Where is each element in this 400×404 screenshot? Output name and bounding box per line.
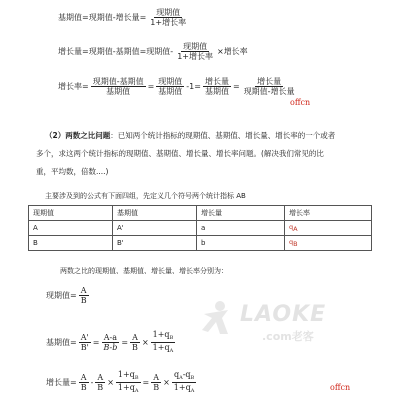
fraction: $\frac{\text{增长量}}{\text{现期值-增长量}}$ <box>243 77 295 97</box>
table-cell: qA <box>285 221 372 236</box>
table-cell: B <box>29 236 113 251</box>
fraction: $\frac{A}{B}$ <box>80 372 87 392</box>
table-header-cell: 现期值 <box>29 206 113 221</box>
table-header-row <box>29 206 372 221</box>
table-cell: A' <box>113 221 197 236</box>
table-cell: b <box>197 236 285 251</box>
fraction: $\frac{A'}{B'}$ <box>80 332 89 352</box>
table-header-cell: 增长率 <box>285 206 372 221</box>
offcn-watermark-top: offcn <box>290 98 311 107</box>
formula-ratio-base: 基期值= $\frac{A'}{B'}$ = $\frac{A-a}{B-b}$ = $\frac{A}{B}$ × $\frac{1+q_B}{1+q_A}$ <box>46 330 174 354</box>
table-cell: qB <box>285 236 372 251</box>
table-header-cell: 增长量 <box>197 206 285 221</box>
fraction: $\frac{q_A-q_B}{1+q_A}$ <box>173 370 195 394</box>
formula-ratio-growth: 增长量= $\frac{A}{B}$ - $\frac{A}{B}$ × $\frac{1+q_B}{1+q_A}$ = $\frac{A}{B}$ × $\frac{q_A-q_B}{1+q_A}$ <box>46 370 195 394</box>
formula-ratio-current: 现期值= $\frac{A}{B}$ <box>46 286 87 306</box>
fraction: $\frac{A}{B}$ <box>153 372 160 392</box>
laoke-watermark: LAOKE <box>240 302 327 327</box>
ratio-title: 两数之比的现期值、基期值、增长量、增长率分别为： <box>60 267 228 275</box>
fraction: $\frac{\text{现期值}}{\text{1+增长率}}$ <box>177 42 213 62</box>
table-row <box>29 221 372 236</box>
table-header-cell: 基期值 <box>113 206 197 221</box>
section-line-2: 多个，求这两个统计指标的现期值、基期值、增长量、增长率问题。(解决我们常见的比 <box>36 149 324 158</box>
table-cell: A <box>29 221 113 236</box>
fraction: $\frac{A}{B}$ <box>97 372 104 392</box>
fraction: $\frac{\text{现期值}}{\text{1+增长率}}$ <box>150 8 187 28</box>
indicator-table <box>28 205 372 251</box>
fraction: $\frac{1+q_B}{1+q_A}$ <box>117 370 139 394</box>
table-row <box>29 236 372 251</box>
section-heading: （2）两数之比问题 <box>45 131 111 140</box>
laoke-logo <box>198 298 238 340</box>
formula-growth-rate: 增长率= $\frac{\text{现期值-基期值}}{\text{基期值}}$ = $\frac{\text{现期值}}{\text{基期值}}$ -1= $\frac{\text{增长量}}{\text{基期值}}$ = $\frac{\text{增长量}}{\text{现期值-增长量}}$ <box>58 77 295 97</box>
formula-base-value: 基期值=现期值-增长量= $\frac{\text{现期值}}{\text{1+增长率}}$ <box>58 8 187 28</box>
fraction: $\frac{A-a}{B-b}$ <box>103 332 118 352</box>
laoke-figure-icon <box>198 298 238 338</box>
fraction: $\frac{A}{B}$ <box>80 286 87 306</box>
fraction: $\frac{\text{现期值-基期值}}{\text{基期值}}$ <box>92 77 144 97</box>
section-line-4: 主要涉及到的公式有下面四组，先定义几个符号两个统计指标 AB <box>45 192 246 200</box>
section-intro: （2）两数之比问题：已知两个统计指标的现期值、基期值、增长量、增长率的一个或者 <box>45 131 336 140</box>
fraction: $\frac{A}{B}$ <box>132 332 138 352</box>
formula-growth-amount: 增长量=现期值-基期值=现期值- $\frac{\text{现期值}}{\text{1+增长率}}$ ×增长率 <box>58 42 248 62</box>
table-cell: B' <box>113 236 197 251</box>
table-cell: a <box>197 221 285 236</box>
fraction: $\frac{\text{增长量}}{\text{基期值}}$ <box>204 77 229 97</box>
fraction: $\frac{\text{现期值}}{\text{基期值}}$ <box>158 77 183 97</box>
fraction: $\frac{1+q_B}{1+q_A}$ <box>152 330 174 354</box>
offcn-watermark-bottom: offcn <box>330 383 351 392</box>
laoke-watermark-sub: .com老客 <box>262 330 314 343</box>
section-line-3: 重，平均数，倍数....) <box>36 167 109 176</box>
